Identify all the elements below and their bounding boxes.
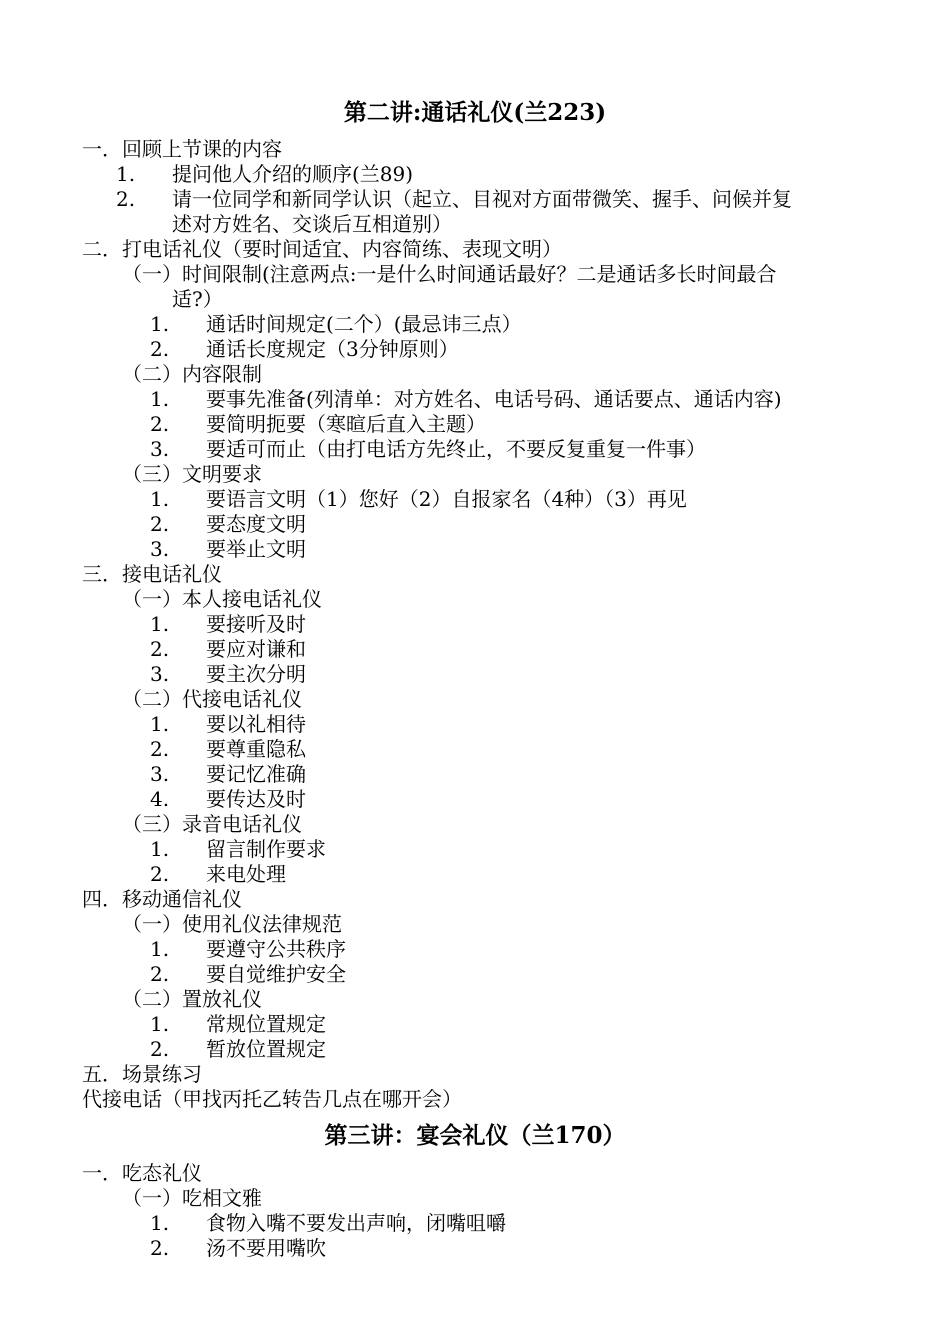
list-text: 通话时间规定(二个）(最忌讳三点） bbox=[206, 312, 522, 336]
subsection-heading-continuation: 适?） bbox=[172, 287, 223, 311]
subsection-heading: （一）时间限制(注意两点:一是什么时间通话最好？二是通话多长时间最合 bbox=[122, 262, 777, 286]
list-text: 要语言文明（1）您好（2）自报家名（4种）（3）再见 bbox=[206, 487, 687, 511]
list-number: 4. bbox=[150, 787, 170, 811]
list-text: 要事先准备(列清单：对方姓名、电话号码、通话要点、通话内容) bbox=[206, 387, 782, 411]
subsection-heading: （三）录音电话礼仪 bbox=[122, 812, 302, 836]
section-heading: 四．移动通信礼仪 bbox=[82, 887, 242, 911]
section-heading: 一．回顾上节课的内容 bbox=[82, 137, 282, 161]
list-number: 1. bbox=[150, 1211, 170, 1235]
section-heading: 一．吃态礼仪 bbox=[82, 1161, 202, 1185]
list-text: 要态度文明 bbox=[206, 512, 306, 536]
list-text: 常规位置规定 bbox=[206, 1012, 326, 1036]
section-heading: 二．打电话礼仪（要时间适宜、内容简练、表现文明） bbox=[82, 237, 562, 261]
subsection-heading: （二）置放礼仪 bbox=[122, 987, 262, 1011]
subsection-heading: （一）使用礼仪法律规范 bbox=[122, 912, 342, 936]
list-number: 1. bbox=[150, 1012, 170, 1036]
list-number: 2. bbox=[150, 737, 170, 761]
list-text: 要自觉维护安全 bbox=[206, 962, 346, 986]
list-text: 要举止文明 bbox=[206, 537, 306, 561]
subsection-heading: （二）内容限制 bbox=[122, 362, 262, 386]
list-number: 2. bbox=[150, 1236, 170, 1260]
list-text: 留言制作要求 bbox=[206, 837, 326, 861]
list-text: 通话长度规定（3分钟原则） bbox=[206, 337, 459, 361]
list-text: 要应对谦和 bbox=[206, 637, 306, 661]
list-text: 要简明扼要（寒暄后直入主题） bbox=[206, 412, 486, 436]
list-text: 请一位同学和新同学认识（起立、目视对方面带微笑、握手、问候并复 bbox=[172, 187, 792, 211]
list-number: 2. bbox=[150, 862, 170, 886]
list-number: 3. bbox=[150, 437, 170, 461]
list-text: 食物入嘴不要发出声响，闭嘴咀嚼 bbox=[206, 1211, 506, 1235]
body-line: 代接电话（甲找丙托乙转告几点在哪开会） bbox=[82, 1087, 462, 1111]
list-number: 3. bbox=[150, 662, 170, 686]
list-number: 2. bbox=[150, 412, 170, 436]
list-number: 2. bbox=[150, 962, 170, 986]
list-number: 1. bbox=[150, 612, 170, 636]
subsection-heading: （一）吃相文雅 bbox=[122, 1186, 262, 1210]
list-text: 汤不要用嘴吹 bbox=[206, 1236, 326, 1260]
list-number: 2. bbox=[150, 337, 170, 361]
subsection-heading: （三）文明要求 bbox=[122, 462, 262, 486]
list-number: 3. bbox=[150, 537, 170, 561]
list-text: 要传达及时 bbox=[206, 787, 306, 811]
list-text: 要遵守公共秩序 bbox=[206, 937, 346, 961]
list-number: 2. bbox=[150, 637, 170, 661]
list-text: 要记忆准确 bbox=[206, 762, 306, 786]
subsection-heading: （二）代接电话礼仪 bbox=[122, 687, 302, 711]
list-text: 来电处理 bbox=[206, 862, 286, 886]
list-text: 提问他人介绍的顺序(兰89) bbox=[172, 162, 414, 186]
list-number: 1. bbox=[150, 387, 170, 411]
list-number: 3. bbox=[150, 762, 170, 786]
list-number: 2. bbox=[150, 512, 170, 536]
section-heading: 五．场景练习 bbox=[82, 1062, 202, 1086]
list-number: 2. bbox=[116, 187, 136, 211]
list-number: 1. bbox=[116, 162, 136, 186]
list-number: 2. bbox=[150, 1037, 170, 1061]
list-number: 1. bbox=[150, 312, 170, 336]
list-text: 暂放位置规定 bbox=[206, 1037, 326, 1061]
list-text: 要适可而止（由打电话方先终止，不要反复重复一件事） bbox=[206, 437, 706, 461]
section-heading: 三．接电话礼仪 bbox=[82, 562, 222, 586]
list-number: 1. bbox=[150, 837, 170, 861]
list-text: 要尊重隐私 bbox=[206, 737, 306, 761]
lecture-title-3: 第三讲：宴会礼仪（兰170） bbox=[324, 1122, 626, 1149]
lecture-title-2: 第二讲:通话礼仪(兰223) bbox=[343, 99, 607, 126]
list-number: 1. bbox=[150, 937, 170, 961]
list-text: 要以礼相待 bbox=[206, 712, 306, 736]
list-text-continuation: 述对方姓名、交谈后互相道别） bbox=[172, 212, 452, 236]
list-text: 要接听及时 bbox=[206, 612, 306, 636]
list-number: 1. bbox=[150, 487, 170, 511]
list-text: 要主次分明 bbox=[206, 662, 306, 686]
subsection-heading: （一）本人接电话礼仪 bbox=[122, 587, 322, 611]
list-number: 1. bbox=[150, 712, 170, 736]
